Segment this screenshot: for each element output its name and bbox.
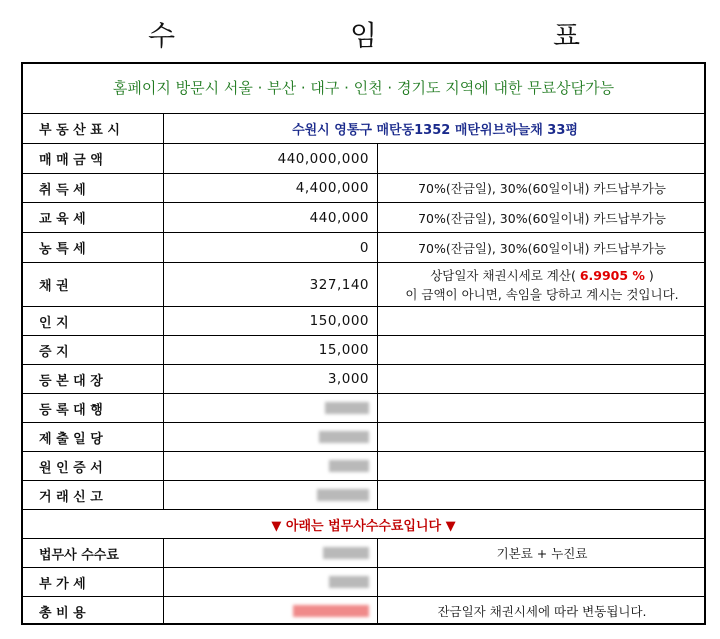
table-row [21, 452, 706, 481]
row-note [378, 336, 706, 364]
row-label: 원 인 증 서 [21, 452, 164, 480]
row-label: 매 매 금 액 [21, 144, 164, 173]
row-label: 부 가 세 [21, 568, 164, 596]
row-label: 등 본 대 장 [21, 365, 164, 393]
table-row [21, 365, 706, 394]
page-title [0, 0, 720, 62]
title-char-1: 수 [148, 19, 176, 52]
row-amount: 0 [164, 233, 378, 262]
redacted-amount [164, 423, 378, 451]
row-amount: 4,400,000 [164, 174, 378, 202]
row-label: 거 래 신 고 [21, 481, 164, 509]
row-note [378, 481, 706, 509]
table-row [21, 174, 706, 203]
row-note [378, 307, 706, 335]
row-amount: 440,000 [164, 203, 378, 232]
row-note [378, 423, 706, 451]
table-row [21, 233, 706, 263]
table-row [21, 394, 706, 423]
row-label: 제 출 일 당 [21, 423, 164, 451]
redacted-amount [164, 452, 378, 480]
row-label: 교 육 세 [21, 203, 164, 232]
row-label: 채 권 [21, 263, 164, 306]
table-row [21, 307, 706, 336]
bond-note [378, 263, 706, 306]
table-row [21, 568, 706, 597]
row-note [378, 144, 706, 173]
redacted-amount [164, 539, 378, 567]
table-row [21, 336, 706, 365]
row-amount: 3,000 [164, 365, 378, 393]
row-note: 70%(잔금일), 30%(60일이내) 카드납부가능 [418, 210, 666, 226]
row-note: 기본료 + 누진료 [496, 546, 588, 561]
row-amount: 327,140 [164, 263, 378, 306]
row-note [378, 452, 706, 480]
row-amount: 150,000 [164, 307, 378, 335]
section-notice: ▼ 아래는 법무사수수료입니다 ▼ [271, 518, 456, 534]
row-note: 70%(잔금일), 30%(60일이내) 카드납부가능 [418, 181, 666, 196]
redacted-amount [164, 481, 378, 509]
bond-note-line-1: 상담일자 채권시세로 계산( 6.9905 % ) [430, 267, 654, 283]
redacted-amount [164, 568, 378, 596]
row-label: 인 지 [21, 307, 164, 335]
row-label: 농 특 세 [21, 233, 164, 262]
consultation-notice: 홈페이지 방문시 서울 · 부산 · 대구 · 인천 · 경기도 지역에 대한 무료상담가능 [112, 79, 615, 97]
table-row [21, 144, 706, 174]
redacted-amount [164, 597, 378, 625]
table-row [21, 423, 706, 452]
title-char-3: 표 [553, 19, 581, 52]
table-row [21, 539, 706, 568]
row-note [378, 394, 706, 422]
row-note: 잔금일자 채권시세에 따라 변동됩니다. [437, 604, 647, 619]
row-label: 총 비 용 [21, 597, 164, 625]
row-note [378, 365, 706, 393]
redacted-amount [164, 394, 378, 422]
property-row [21, 114, 706, 144]
row-label: 법무사 수수료 [21, 539, 164, 567]
section-row [21, 510, 706, 539]
row-label: 증 지 [21, 336, 164, 364]
row-amount: 440,000,000 [164, 144, 378, 173]
row-label: 등 록 대 행 [21, 394, 164, 422]
bond-rate: 6.9905 % [579, 267, 645, 283]
title-char-2: 임 [350, 19, 378, 52]
bond-note-line-2: 이 금액이 아니면, 속임을 당하고 계시는 것입니다. [405, 286, 679, 302]
row-label: 취 득 세 [21, 174, 164, 202]
property-address: 수원시 영통구 매탄동1352 매탄위브하늘채 33평 [292, 123, 578, 138]
table-row [21, 263, 706, 307]
row-note [378, 568, 706, 596]
notice-row [21, 62, 706, 114]
table-row [21, 481, 706, 510]
table-row [21, 597, 706, 625]
row-note: 70%(잔금일), 30%(60일이내) 카드납부가능 [418, 240, 666, 256]
property-label: 부 동 산 표 시 [21, 114, 164, 143]
table-row [21, 203, 706, 233]
row-amount: 15,000 [164, 336, 378, 364]
